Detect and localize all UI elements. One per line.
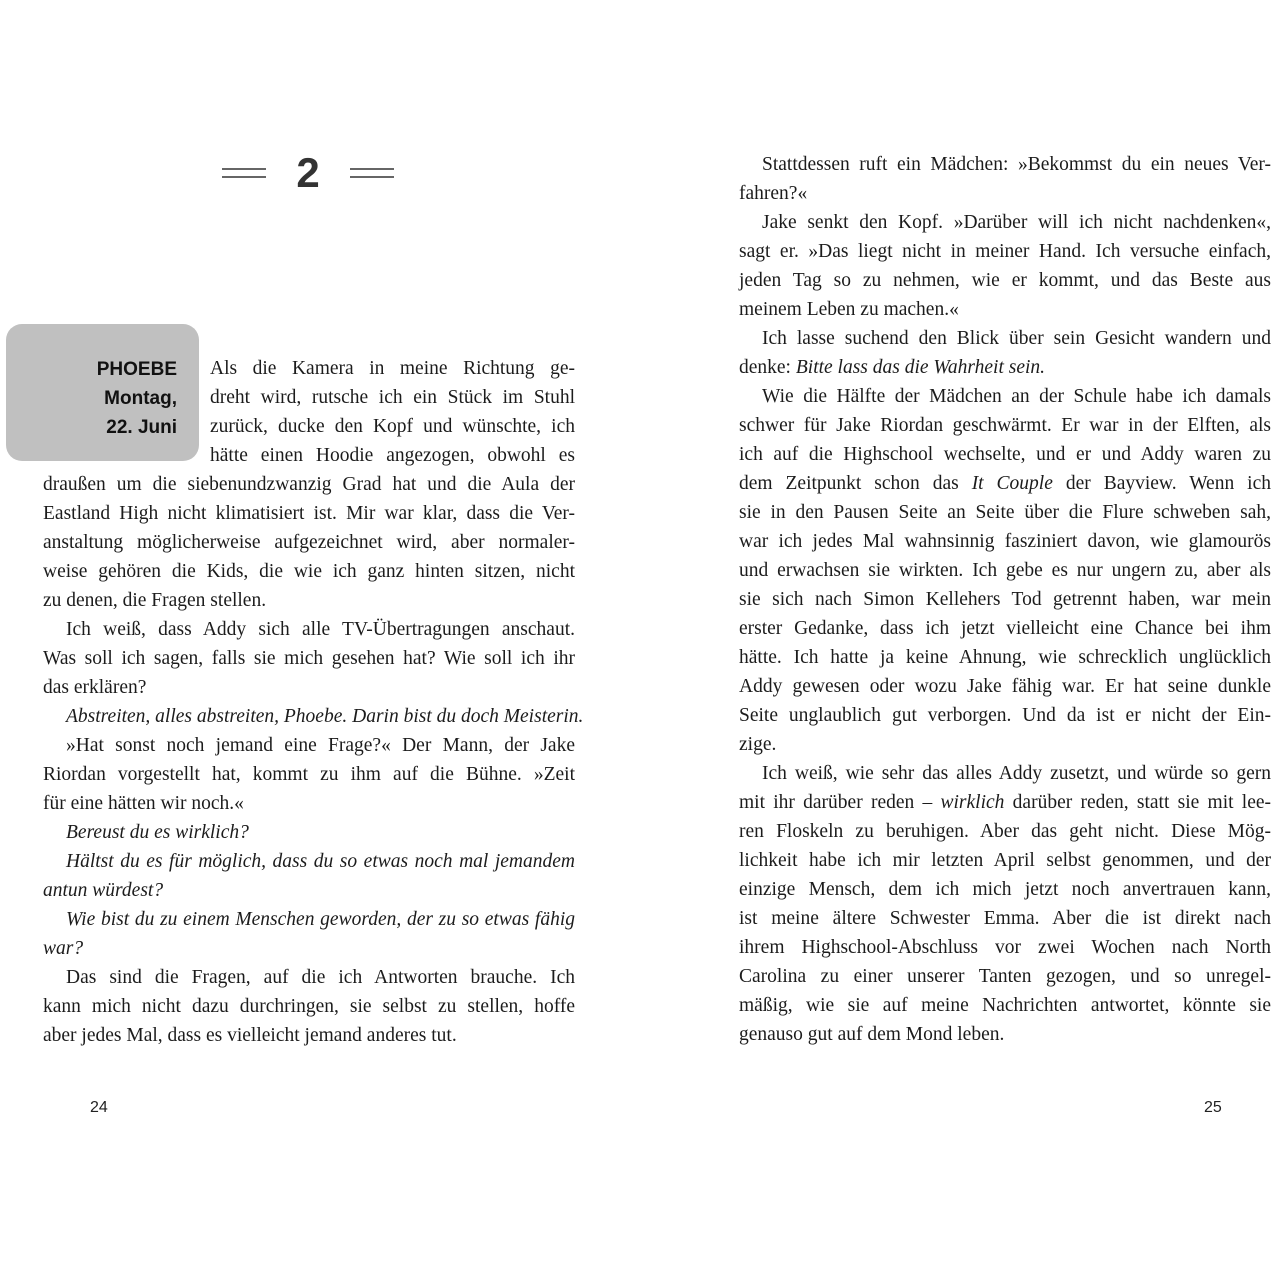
chapter-rule-right [350,168,394,178]
text-line: schwer für Jake Riordan geschwärmt. Er war in der Elften, als [739,415,1271,436]
text-run: darüber reden, statt sie mit lee- [1004,792,1272,813]
text-line: antun würdest? [43,880,164,901]
text-line [739,469,1271,498]
text-line: Was soll ich sagen, falls sie mich gesehen hat? Wie soll ich ihr [43,648,575,669]
text-line: Addy gewesen oder wozu Jake fähig war. Er hat seine dunkle [739,676,1271,697]
text-line: ist meine ältere Schwester Emma. Aber die ist direkt nach [739,908,1271,929]
text-line: fahren?« [739,183,808,204]
text-line: anstaltung möglicherweise aufgezeichnet wird, aber normaler- [43,532,575,553]
text-line: zurück, ducke den Kopf und wünschte, ich [210,416,575,437]
narrator-date: 22. Juni [106,417,177,438]
text-line: ich auf die Highschool wechselte, und er und Addy waren zu [739,444,1271,465]
text-line: ihrem Highschool-Abschluss vor zwei Wochen nach North [739,937,1271,958]
page-number-right: 25 [1204,1099,1222,1116]
narrator-day: Montag, [104,388,177,409]
text-line: dreht wird, rutsche ich ein Stück im Stuhl [210,387,575,408]
text-line: erster Gedanke, dass ich jetzt vielleicht eine Chance bei ihm [739,618,1271,639]
text-run: denke: [739,357,796,378]
text-line: draußen um die siebenundzwanzig Grad hat und die Aula der [43,474,575,495]
text-line: Ich weiß, dass Addy sich alle TV-Übertragungen anschaut. [66,619,575,640]
text-line: war ich jedes Mal wahnsinnig fasziniert davon, wie glamourös [739,531,1271,552]
text-line: hätte einen Hoodie angezogen, obwohl es [210,445,575,466]
text-line: und erwachsen sie wirkten. Ich gebe es nur ungern zu, aber als [739,560,1271,581]
text-line: »Hat sonst noch jemand eine Frage?« Der Mann, der Jake [66,735,575,756]
text-line: lichkeit habe ich mir letzten April selbst genommen, und der [739,850,1271,871]
text-line: Das sind die Fragen, auf die ich Antworten brauche. Ich [66,967,575,988]
text-run: mit ihr darüber reden – [739,792,941,813]
text-line [739,788,1271,817]
text-line: Ich weiß, wie sehr das alles Addy zusetzt, und würde so gern [762,763,1271,784]
text-line: genauso gut auf dem Mond leben. [739,1024,1005,1045]
text-line: Stattdessen ruft ein Mädchen: »Bekommst du ein neues Ver- [762,154,1271,175]
text-line: Eastland High nicht klimatisiert ist. Mir war klar, dass die Ver- [43,503,575,524]
text-line: Abstreiten, alles abstreiten, Phoebe. Darin bist du doch Meisterin. [66,706,584,727]
text-line: sagt er. »Das liegt nicht in meiner Hand. Ich versuche einfach, [739,241,1271,262]
text-line: Riordan vorgestellt hat, kommt zu ihm auf die Bühne. »Zeit [43,764,575,785]
page-number-left: 24 [90,1099,108,1116]
chapter-number: 2 [296,149,320,196]
emphasis-run: It Couple [971,473,1053,494]
text-line: hätte. Ich hatte ja keine Ahnung, wie schrecklich unglücklich [739,647,1271,668]
text-line: Jake senkt den Kopf. »Darüber will ich nicht nachdenken«, [762,212,1271,233]
text-line: jeden Tag so zu nehmen, wie er kommt, und das Beste aus [739,270,1271,291]
chapter-rule-left [222,168,266,178]
chapter-heading [222,144,394,202]
text-line: mäßig, wie sie auf meine Nachrichten antwortet, könnte sie [739,995,1271,1016]
text-line: sie in den Pausen Seite an Seite über die Flure schweben sah, [739,502,1271,523]
text-line: war? [43,938,84,959]
narrator-name: PHOEBE [96,359,177,380]
text-line: kann mich nicht dazu durchringen, sie selbst zu stellen, hoffe [43,996,575,1017]
text-line: zu denen, die Fragen stellen. [43,590,267,611]
text-line: Wie bist du zu einem Menschen geworden, der zu so etwas fähig [66,909,575,930]
emphasis-run: wirklich [940,792,1005,813]
text-line: einzige Mensch, dem ich mich jetzt noch anvertrauen kann, [739,879,1271,900]
text-line: Bereust du es wirklich? [66,822,249,843]
text-line: zige. [739,734,777,755]
text-line: Als die Kamera in meine Richtung ge- [210,358,575,379]
right-page-text [739,150,1271,1049]
text-line: weise gehören die Kids, die wie ich ganz hinten sitzen, nicht [43,561,575,582]
text-line: Wie die Hälfte der Mädchen an der Schule habe ich damals [762,386,1271,407]
text-run: der Bayview. Wenn ich [1052,473,1271,494]
emphasis-run: Bitte lass das die Wahrheit sein. [795,357,1046,378]
text-line: Hältst du es für möglich, dass du so etwas noch mal jemandem [66,851,575,872]
text-line: Ich lasse suchend den Blick über sein Gesicht wandern und [762,328,1271,349]
text-line: Seite unglaublich gut verborgen. Und da ist er nicht der Ein- [739,705,1271,726]
text-line [739,353,1271,382]
text-line: meinem Leben zu machen.« [739,299,959,320]
text-line: ren Floskeln zu beruhigen. Aber das geht nicht. Diese Mög- [739,821,1271,842]
left-page-text [43,354,584,1050]
text-line: das erklären? [43,677,147,698]
text-line: sie sich nach Simon Kellehers Tod getrennt haben, war mein [739,589,1271,610]
text-line: Carolina zu einer unserer Tanten gezogen, und so unregel- [739,966,1271,987]
text-line: für eine hätten wir noch.« [43,793,244,814]
text-line: aber jedes Mal, dass es vielleicht jemand anderes tut. [43,1025,457,1046]
text-run: dem Zeitpunkt schon das [739,473,972,494]
